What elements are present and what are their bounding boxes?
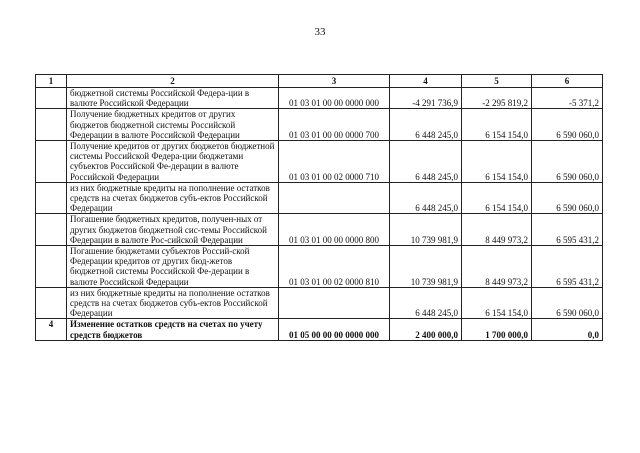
column-header: 2 [67,75,279,88]
value-cell-col4: 2 400 000,0 [390,319,462,340]
budget-code-cell: 01 03 01 00 00 0000 000 [279,88,390,109]
value-cell-col6: 6 590 060,0 [532,141,603,183]
budget-code-cell [279,182,390,214]
value-cell-col6: 6 595 431,2 [532,214,603,246]
table-row [36,141,603,183]
row-name-cell: Погашение бюджетных кредитов, получен-ных от других бюджетов бюджетной сис-темы Российской Федерации в валюте Рос-сийской Федерации [67,214,279,246]
row-number-cell [36,141,67,183]
row-number-cell [36,109,67,141]
value-cell-col6: 6 595 431,2 [532,246,603,288]
value-cell-col6: 6 590 060,0 [532,287,603,319]
table-row [36,88,603,109]
budget-sources-table [35,74,603,341]
value-cell-col6: 6 590 060,0 [532,109,603,141]
table-row [36,109,603,141]
value-cell-col4: -4 291 736,9 [390,88,462,109]
value-cell-col5: -2 295 819,2 [462,88,532,109]
column-header: 1 [36,75,67,88]
row-number-cell [36,88,67,109]
value-cell-col5: 1 700 000,0 [462,319,532,340]
table-header-row [36,75,603,88]
row-number-cell [36,182,67,214]
budget-code-cell: 01 03 01 00 02 0000 710 [279,141,390,183]
row-name-cell: из них бюджетные кредиты на пополнение остатков средств на счетах бюджетов субъ-ектов Российской Федерации [67,182,279,214]
row-name-cell: Изменение остатков средств на счетах по учету средств бюджетов [67,319,279,340]
row-name-cell: бюджетной системы Российской Федера-ции в валюте Российской Федерации [67,88,279,109]
value-cell-col4: 10 739 981,9 [390,246,462,288]
value-cell-col5: 6 154 154,0 [462,287,532,319]
value-cell-col6: 0,0 [532,319,603,340]
table-row [36,287,603,319]
budget-code-cell [279,287,390,319]
value-cell-col5: 6 154 154,0 [462,141,532,183]
value-cell-col4: 6 448 245,0 [390,141,462,183]
budget-code-cell: 01 05 00 00 00 0000 000 [279,319,390,340]
budget-code-cell: 01 03 01 00 00 0000 800 [279,214,390,246]
row-number-cell: 4 [36,319,67,340]
value-cell-col4: 6 448 245,0 [390,109,462,141]
value-cell-col6: 6 590 060,0 [532,182,603,214]
row-number-cell [36,214,67,246]
row-name-cell: Получение бюджетных кредитов от других бюджетов бюджетной системы Российской Федерации в валюте Российской Федерации [67,109,279,141]
value-cell-col4: 10 739 981,9 [390,214,462,246]
column-header: 4 [390,75,462,88]
row-name-cell: Погашение бюджетами субъектов Россий-ской Федерации кредитов от других бюд-жетов бюджетной системы Российской Фе-дерации в валюте Российской Федерации [67,246,279,288]
table-body [36,88,603,341]
table-row [36,214,603,246]
table-row [36,319,603,340]
row-name-cell: из них бюджетные кредиты на пополнение остатков средств на счетах бюджетов субъ-ектов Российской Федерации [67,287,279,319]
column-header: 3 [279,75,390,88]
value-cell-col4: 6 448 245,0 [390,287,462,319]
value-cell-col5: 6 154 154,0 [462,182,532,214]
column-header: 6 [532,75,603,88]
row-number-cell [36,287,67,319]
row-number-cell [36,246,67,288]
page-number: 33 [314,26,326,38]
value-cell-col4: 6 448 245,0 [390,182,462,214]
table-row [36,182,603,214]
value-cell-col5: 8 449 973,2 [462,246,532,288]
table-row [36,246,603,288]
value-cell-col5: 6 154 154,0 [462,109,532,141]
budget-code-cell: 01 03 01 00 02 0000 810 [279,246,390,288]
value-cell-col6: -5 371,2 [532,88,603,109]
row-name-cell: Получение кредитов от других бюджетов бюджетной системы Российской Федера-ции бюджетами субъектов Российской Фе-дерации в валюте Российской Федерации [67,141,279,183]
column-header: 5 [462,75,532,88]
value-cell-col5: 8 449 973,2 [462,214,532,246]
budget-code-cell: 01 03 01 00 00 0000 700 [279,109,390,141]
